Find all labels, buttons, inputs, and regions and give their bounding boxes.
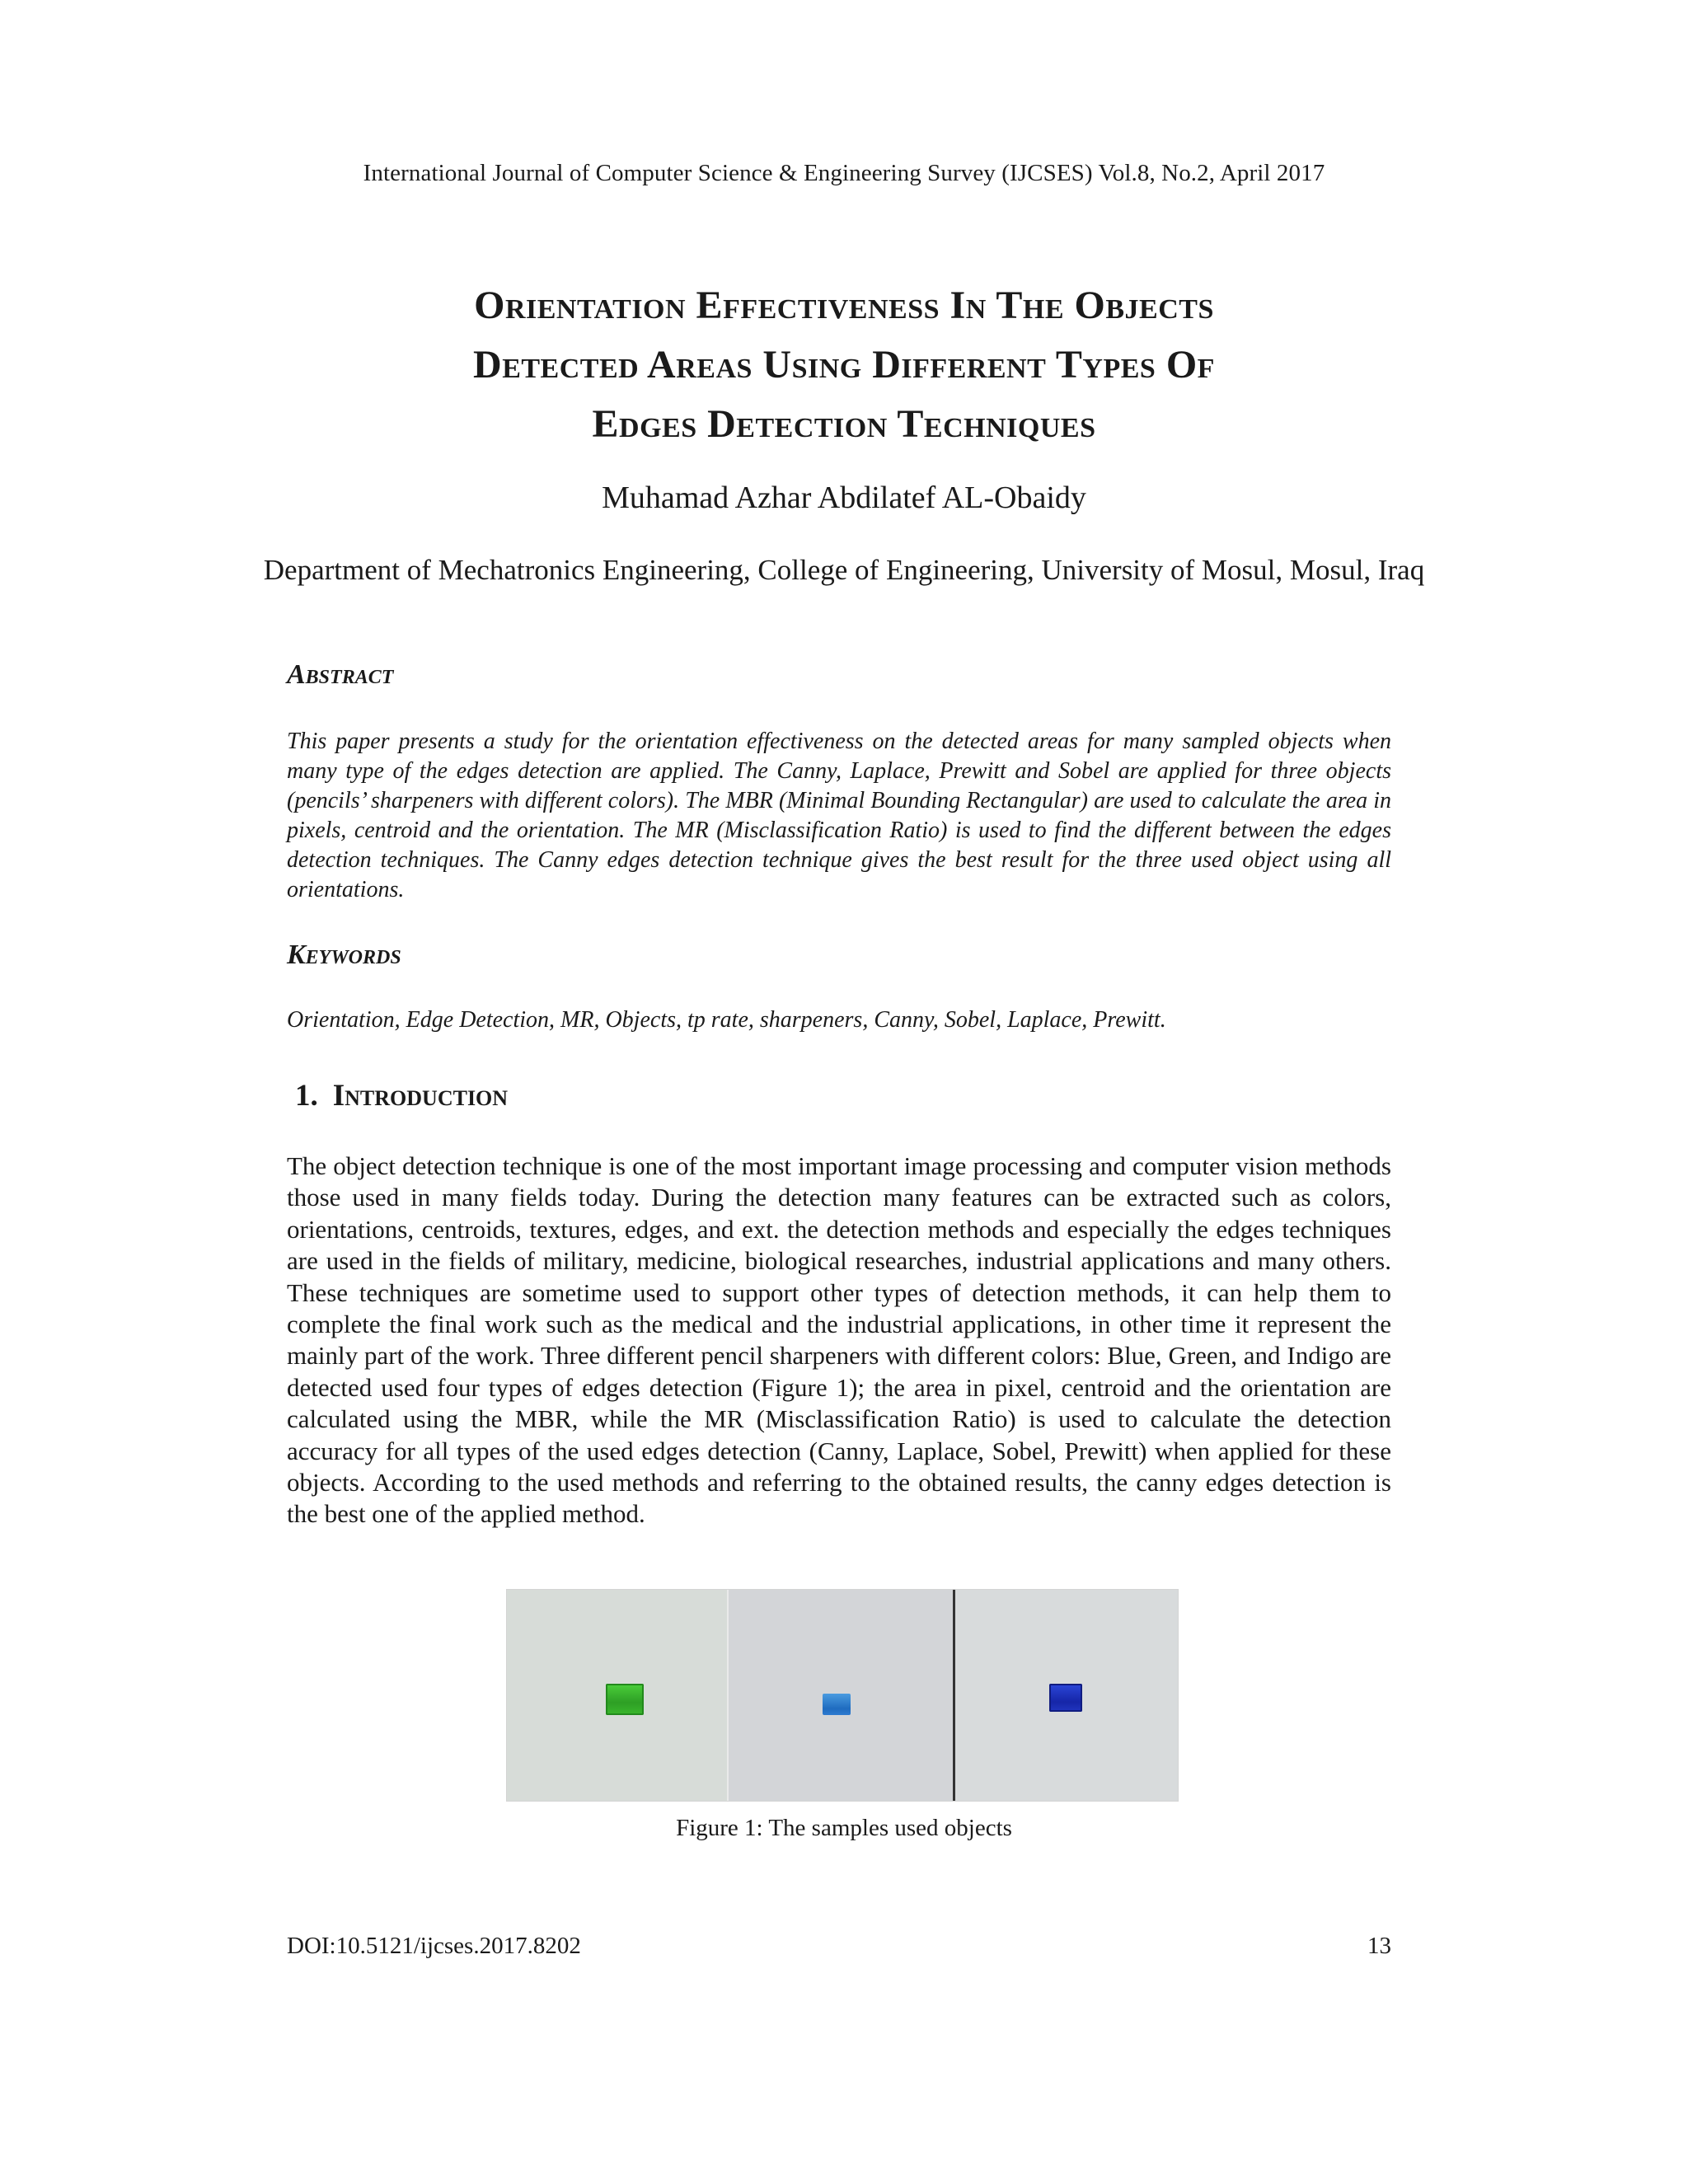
- title-line-2: Detected Areas Using Different Types Of: [473, 343, 1215, 387]
- footer-doi: DOI:10.5121/ijcses.2017.8202: [287, 1933, 581, 1959]
- running-header: International Journal of Computer Science & Engineering Survey (IJCSES) Vol.8, No.2, April 2017: [363, 160, 1325, 186]
- abstract-text: This paper presents a study for the orientation effectiveness on the detected areas for many sampled objects when many type of the edges detection are applied. The Canny, Laplace, Prewitt and Sobel are applied for three objects (pencils’ sharpeners with different colors). The MBR (Minimal Bounding Rectangular) are used to calculate the area in pixels, centroid and the orientation. The MR (Misclassification Ratio) is used to find the different between the edges detection techniques. The Canny edges detection technique gives the best result for the three used object using all orientations.: [287, 729, 1391, 902]
- green-sharpener-image: [606, 1684, 644, 1715]
- title-line-1: Orientation Effectiveness In The Objects: [474, 284, 1214, 327]
- figure-panel-indigo: [955, 1590, 1178, 1801]
- author-name: Muhamad Azhar Abdilatef AL-Obaidy: [602, 480, 1086, 515]
- section-number: 1.: [295, 1079, 318, 1113]
- author-affiliation: Department of Mechatronics Engineering, College of Engineering, University of Mosul, Mosul, Iraq: [263, 554, 1425, 586]
- keywords-text: Orientation, Edge Detection, MR, Objects, tp rate, sharpeners, Canny, Sobel, Laplace, Prewitt.: [287, 1007, 1166, 1033]
- keywords-heading: Keywords: [287, 940, 401, 970]
- blue-sharpener-image: [823, 1694, 851, 1715]
- title-line-3: Edges Detection Techniques: [592, 402, 1096, 446]
- figure-panel-blue: [729, 1590, 954, 1801]
- indigo-sharpener-image: [1049, 1684, 1082, 1712]
- paper-title: [272, 276, 1416, 454]
- figure-panel-green: [507, 1590, 729, 1801]
- section-title: Introduction: [332, 1079, 509, 1113]
- introduction-heading: [295, 1078, 508, 1113]
- figure-samples: [506, 1589, 1179, 1802]
- page-number: 13: [1367, 1933, 1391, 1959]
- figure-caption: Figure 1: The samples used objects: [676, 1815, 1012, 1841]
- abstract-heading: Abstract: [287, 659, 394, 690]
- introduction-text: The object detection technique is one of the most important image processing and computer vision methods those used in many fields today. During the detection many features can be extracted such as colors, orientations, centroids, textures, edges, and ext. the detection methods and especially the edges techniques are used in the fields of military, medicine, biological researches, industrial applications and many others. These techniques are sometime used to support other types of detection methods, it can help them to complete the final work such as the medical and the industrial applications, in other time it represent the mainly part of the work. Three different pencil sharpeners with different colors: Blue, Green, and Indigo are detected used four types of edges detection (Figure 1); the area in pixel, centroid and the orientation are calculated using the MBR, while the MR (Misclassification Ratio) is used to calculate the detection accuracy for all types of the used edges detection (Canny, Laplace, Sobel, Prewitt) when applied for these objects. According to the used methods and referring to the obtained results, the canny edges detection is the best one of the applied method.: [287, 1151, 1391, 1529]
